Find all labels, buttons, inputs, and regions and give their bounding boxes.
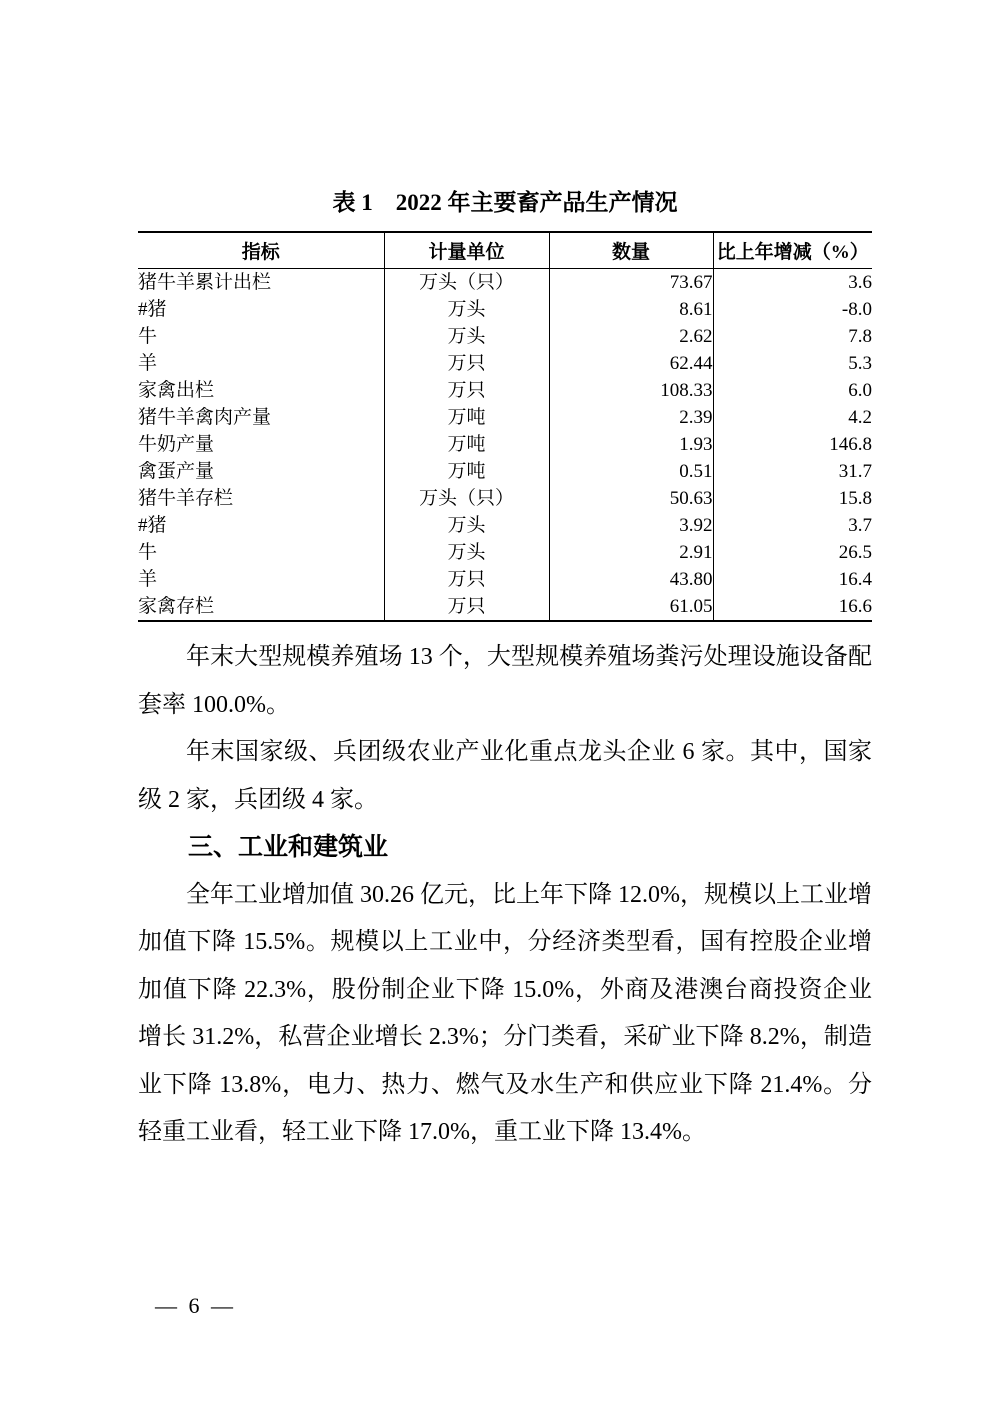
column-header-unit: 计量单位: [384, 232, 549, 269]
change-cell: 6.0: [848, 380, 872, 401]
table-row: [138, 458, 872, 485]
section-heading-industry: 三、工业和建筑业: [188, 833, 389, 861]
paragraph-industry-stats: 全年工业增加值 30.26 亿元，比上年下降 12.0%，规模以上工业增加值下降 15.5%。规模以上工业中，分经济类型看，国有控股企业增加值下降 22.3%，股份制企业下降 15.0%，外商及港澳台商投资企业增长 31.2%，私营企业增长 2.3%；分门类看，采矿业下降 8.2%，制造业下降 13.8%，电力、热力、燃气及水生产和供应业下降 21.4%。分轻重工业看，轻工业下降 17.0%，重工业下降 13.4%。: [138, 881, 872, 1145]
table-row: [138, 404, 872, 431]
column-header-change: 比上年增减（%）: [716, 242, 869, 263]
change-cell: -8.0: [841, 299, 872, 320]
unit-cell: 万只: [384, 566, 549, 593]
table-row: [138, 539, 872, 566]
table-row: [138, 296, 872, 323]
quantity-cell: 43.80: [549, 566, 713, 593]
unit-cell: 万头（只）: [384, 485, 549, 512]
quantity-cell: 108.33: [549, 377, 713, 404]
quantity-cell: 0.51: [549, 458, 713, 485]
indicator-cell: 猪牛羊累计出栏: [138, 269, 384, 297]
table-row: [138, 269, 872, 297]
unit-cell: 万吨: [384, 431, 549, 458]
change-cell: 26.5: [838, 542, 872, 563]
quantity-cell: 61.05: [549, 593, 713, 621]
livestock-table-body: [138, 269, 872, 622]
unit-cell: 万头（只）: [384, 269, 549, 297]
column-header-quantity: 数量: [549, 232, 713, 269]
quantity-cell: 8.61: [549, 296, 713, 323]
indicator-cell: 禽蛋产量: [138, 458, 384, 485]
table-row: [138, 593, 872, 621]
unit-cell: 万头: [384, 296, 549, 323]
page-content: [138, 189, 872, 1157]
table-row: [138, 431, 872, 458]
quantity-cell: 2.91: [549, 539, 713, 566]
table-title: 表 1 2022 年主要畜产品生产情况: [332, 190, 678, 215]
table-row: [138, 485, 872, 512]
indicator-cell: #猪: [138, 296, 384, 323]
indicator-cell: 牛: [138, 539, 384, 566]
column-header-indicator: 指标: [138, 232, 384, 269]
indicator-cell: 猪牛羊禽肉产量: [138, 404, 384, 431]
unit-cell: 万头: [384, 539, 549, 566]
change-cell: 3.6: [848, 272, 872, 293]
quantity-cell: 2.39: [549, 404, 713, 431]
quantity-cell: 1.93: [549, 431, 713, 458]
paragraph-livestock-farms: 年末大型规模养殖场 13 个，大型规模养殖场粪污处理设施设备配套率 100.0%。: [138, 644, 872, 718]
unit-cell: 万只: [384, 377, 549, 404]
indicator-cell: 羊: [138, 566, 384, 593]
change-cell: 31.7: [838, 461, 872, 482]
unit-cell: 万只: [384, 350, 549, 377]
indicator-cell: 羊: [138, 350, 384, 377]
unit-cell: 万头: [384, 512, 549, 539]
quantity-cell: 3.92: [549, 512, 713, 539]
change-cell: 5.3: [848, 353, 872, 374]
unit-cell: 万只: [384, 593, 549, 621]
change-cell: 4.2: [848, 407, 872, 428]
quantity-cell: 2.62: [549, 323, 713, 350]
quantity-cell: 62.44: [549, 350, 713, 377]
table-row: [138, 350, 872, 377]
unit-cell: 万吨: [384, 458, 549, 485]
change-cell: 146.8: [829, 434, 872, 455]
change-cell: 15.8: [838, 488, 872, 509]
livestock-products-table: [138, 231, 872, 622]
indicator-cell: #猪: [138, 512, 384, 539]
indicator-cell: 家禽出栏: [138, 377, 384, 404]
quantity-cell: 50.63: [549, 485, 713, 512]
indicator-cell: 猪牛羊存栏: [138, 485, 384, 512]
change-cell: 16.6: [838, 596, 872, 617]
change-cell: 7.8: [848, 326, 872, 347]
unit-cell: 万吨: [384, 404, 549, 431]
indicator-cell: 牛奶产量: [138, 431, 384, 458]
quantity-cell: 73.67: [549, 269, 713, 297]
indicator-cell: 牛: [138, 323, 384, 350]
page-number: — 6 —: [155, 1293, 233, 1318]
unit-cell: 万头: [384, 323, 549, 350]
table-row: [138, 566, 872, 593]
table-header-row: [138, 232, 872, 269]
table-row: [138, 377, 872, 404]
change-cell: 16.4: [838, 569, 872, 590]
indicator-cell: 家禽存栏: [138, 593, 384, 621]
paragraph-leading-enterprises: 年末国家级、兵团级农业产业化重点龙头企业 6 家。其中，国家级 2 家，兵团级 4 家。: [138, 739, 872, 813]
table-row: [138, 512, 872, 539]
table-header: [138, 232, 872, 269]
table-row: [138, 323, 872, 350]
change-cell: 3.7: [848, 515, 872, 536]
